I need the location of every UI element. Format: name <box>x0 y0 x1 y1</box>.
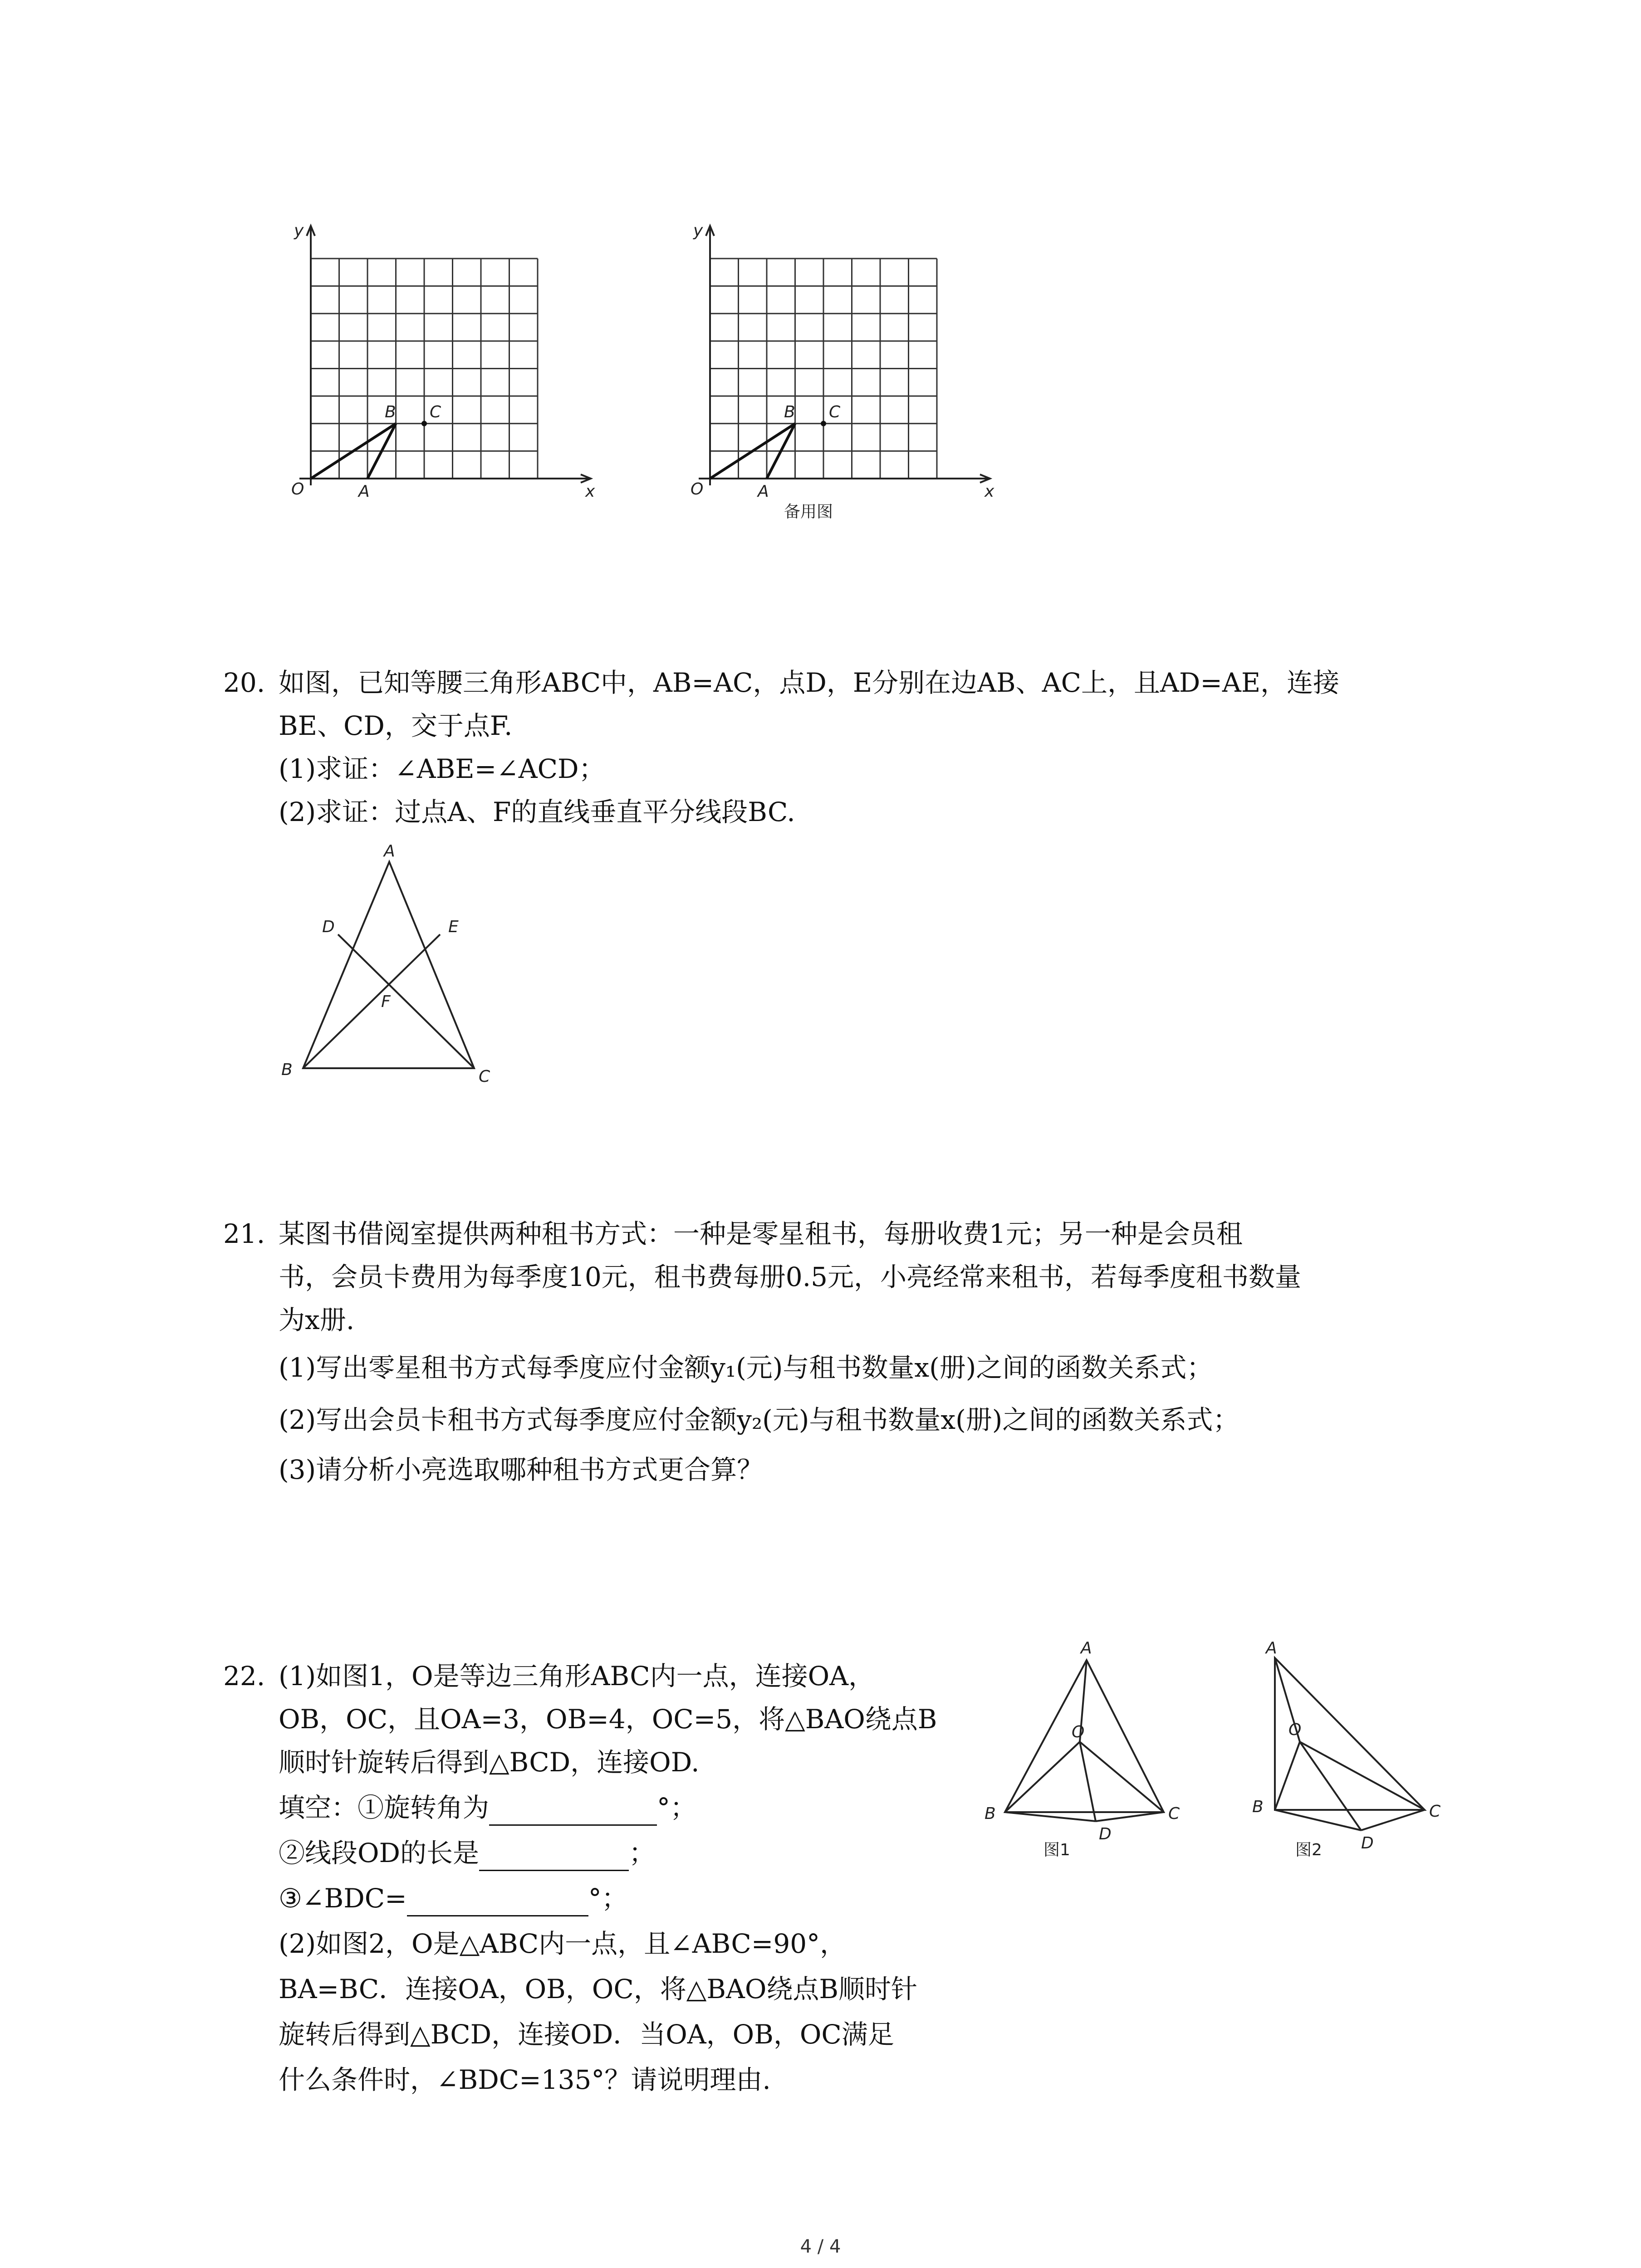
answer-blank-2[interactable] <box>479 1844 629 1871</box>
fill2-prefix: ②线段OD的长是 <box>279 1838 480 1868</box>
y-axis-label: y <box>294 221 304 240</box>
question-21-part3: (3)请分析小亮选取哪种租书方式更合算？ <box>279 1454 764 1485</box>
question-22-line4: (2)如图2，O是△ABC内一点，且∠ABC=90°， <box>279 1928 847 1959</box>
fill3-suffix: °； <box>588 1883 628 1914</box>
question-20-line2: BE、CD，交于点F. <box>279 710 513 741</box>
fig2-vertex-b: B <box>1252 1798 1264 1816</box>
point-e-label: E <box>448 918 459 936</box>
question-21-number: 21. <box>223 1218 265 1249</box>
point-b-label: B <box>784 403 795 421</box>
question-21-line2: 书，会员卡费用为每季度10元，租书费每册0.5元，小亮经常来租书，若每季度租书数量 <box>279 1261 1302 1292</box>
triangle-vertex-a: A <box>384 842 395 860</box>
coordinate-grid-backup-figure <box>671 213 1003 540</box>
question-21-line1: 某图书借阅室提供两种租书方式：一种是零星租书，每册收费1元；另一种是会员租 <box>279 1218 1243 1249</box>
y-axis-label: y <box>693 221 703 240</box>
point-d-label: D <box>322 918 335 936</box>
triangle-vertex-c: C <box>479 1067 490 1086</box>
origin-label: O <box>291 480 304 499</box>
fill1-prefix: 填空：①旋转角为 <box>279 1792 490 1823</box>
question-22-line1: (1)如图1，O是等边三角形ABC内一点，连接OA， <box>279 1661 875 1691</box>
right-triangle-figure-2 <box>1234 1637 1461 1864</box>
question-21-part1: (1)写出零星租书方式每季度应付金额y₁(元)与租书数量x(册)之间的函数关系式； <box>279 1352 1213 1383</box>
fig2-vertex-c: C <box>1429 1802 1441 1821</box>
fig2-point-o: O <box>1288 1721 1302 1739</box>
fig1-vertex-a: A <box>1081 1639 1092 1657</box>
isosceles-triangle-figure <box>272 839 508 1093</box>
page-number: 4 / 4 <box>800 2236 841 2257</box>
figure-1-caption: 图1 <box>1043 1841 1070 1859</box>
triangle-vertex-b: B <box>281 1061 293 1079</box>
fill2-suffix: ； <box>629 1838 656 1868</box>
question-20-part2: (2)求证：过点A、F的直线垂直平分线段BC. <box>279 797 795 827</box>
fill-blank-od-length <box>279 1835 655 1871</box>
question-22-number: 22. <box>223 1661 265 1691</box>
fig1-vertex-c: C <box>1168 1804 1180 1823</box>
point-f-label: F <box>381 992 391 1011</box>
fill-blank-bdc-angle <box>279 1880 628 1916</box>
origin-label: O <box>691 480 704 499</box>
point-a-label: A <box>358 482 370 501</box>
fill-blank-rotation-angle <box>279 1789 696 1826</box>
x-axis-label: x <box>985 482 994 501</box>
equilateral-triangle-figure-1 <box>975 1637 1202 1864</box>
question-22-line5: BA=BC．连接OA，OB，OC，将△BAO绕点B顺时针 <box>279 1974 918 2004</box>
answer-blank-1[interactable] <box>489 1799 657 1826</box>
answer-blank-3[interactable] <box>407 1890 588 1916</box>
point-a-label: A <box>758 482 769 501</box>
question-20-line1: 如图，已知等腰三角形ABC中，AB=AC，点D，E分别在边AB、AC上，且AD=AE，连接 <box>279 667 1340 698</box>
fill3-prefix: ③∠BDC= <box>279 1883 407 1914</box>
coordinate-grid-figure <box>272 213 603 513</box>
question-22-line7: 什么条件时，∠BDC=135°？请说明理由. <box>279 2064 771 2095</box>
fig1-point-d: D <box>1099 1825 1112 1843</box>
question-20-number: 20. <box>223 667 265 698</box>
point-c-label: C <box>430 403 441 421</box>
question-21-line3: 为x册. <box>279 1305 355 1335</box>
x-axis-label: x <box>585 482 595 501</box>
question-20-part1: (1)求证：∠ABE=∠ACD； <box>279 753 605 784</box>
fig1-point-o: O <box>1072 1723 1085 1741</box>
fig1-vertex-b: B <box>985 1804 996 1823</box>
fig2-vertex-a: A <box>1266 1639 1277 1657</box>
question-21-part2: (2)写出会员卡租书方式每季度应付金额y₂(元)与租书数量x(册)之间的函数关系式； <box>279 1404 1239 1435</box>
fig2-point-d: D <box>1361 1834 1374 1853</box>
backup-figure-caption: 备用图 <box>784 503 833 521</box>
question-22-line2: OB，OC，且OA=3，OB=4，OC=5，将△BAO绕点B <box>279 1704 937 1735</box>
question-22-line3: 顺时针旋转后得到△BCD，连接OD. <box>279 1747 700 1778</box>
figure-2-caption: 图2 <box>1295 1841 1322 1859</box>
fill1-suffix: °； <box>657 1792 697 1823</box>
point-b-label: B <box>385 403 396 421</box>
point-c-label: C <box>829 403 841 421</box>
question-22-line6: 旋转后得到△BCD，连接OD．当OA，OB，OC满足 <box>279 2019 894 2050</box>
